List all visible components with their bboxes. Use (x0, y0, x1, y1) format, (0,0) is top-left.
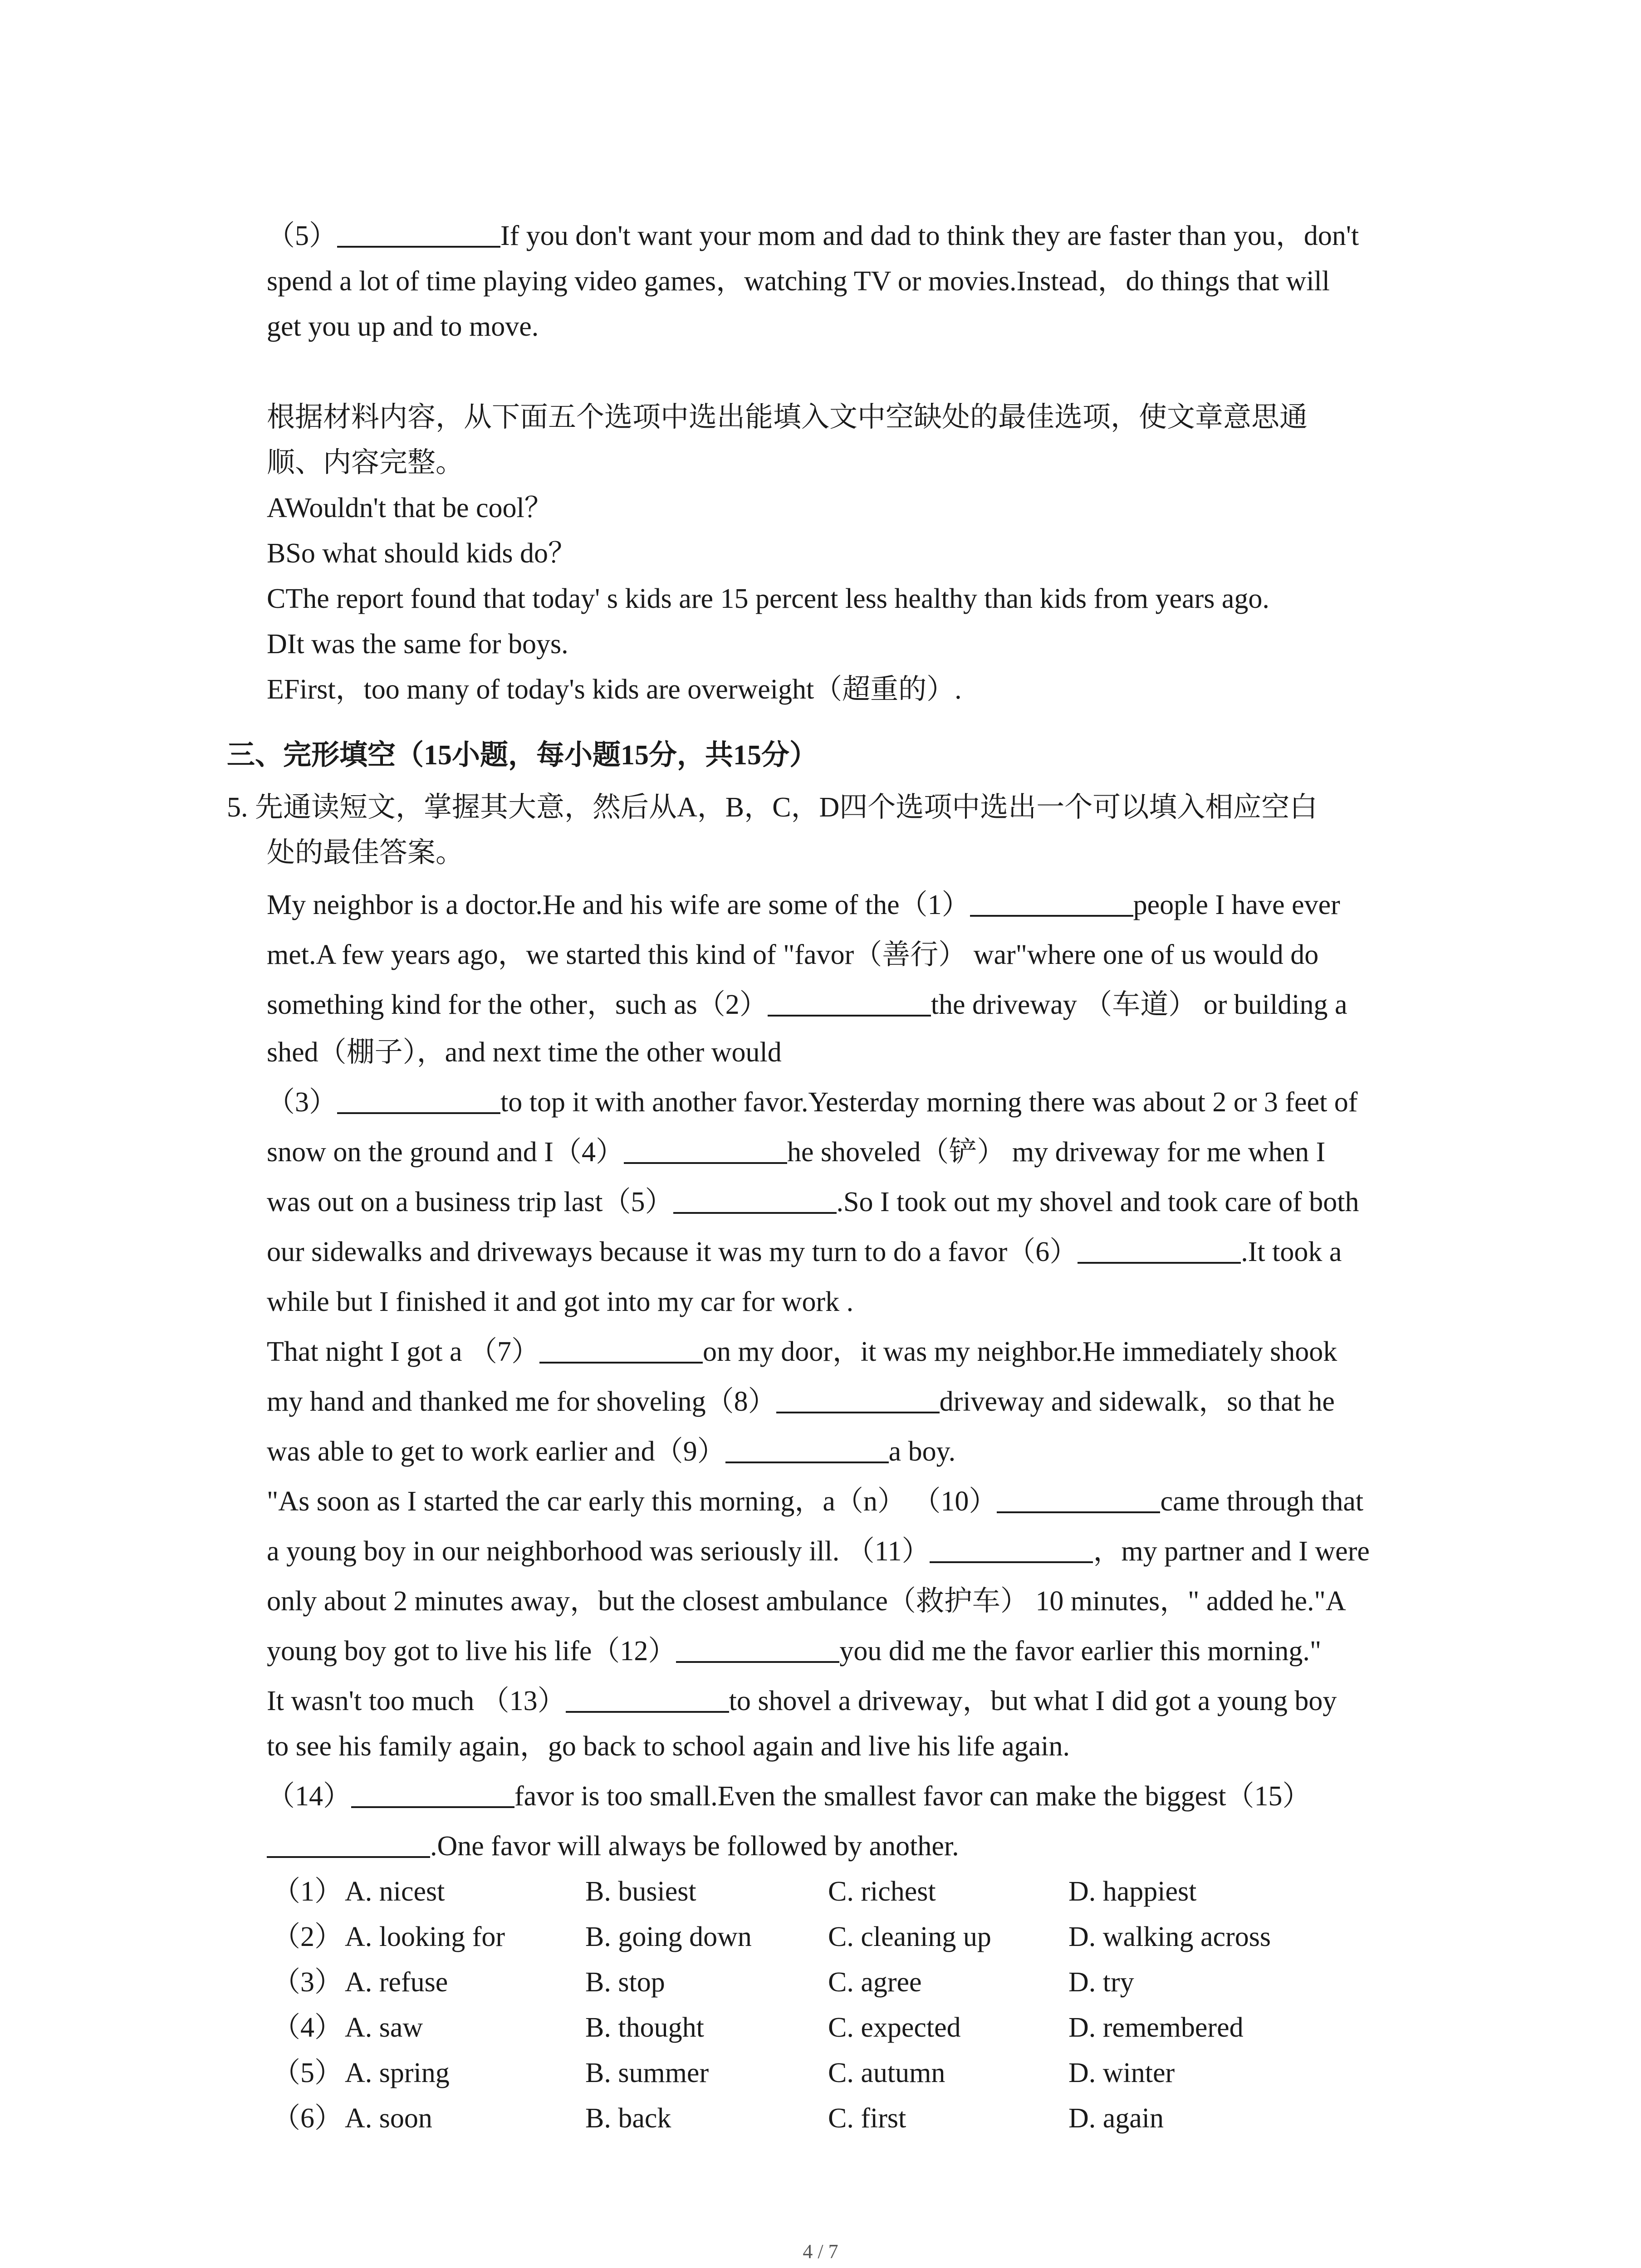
passage-line (267, 1134, 1325, 1170)
passage-line (267, 1383, 1335, 1420)
choice-b: B. back (585, 2103, 671, 2134)
text: on my door，it was my neighbor.He immediately shook (702, 1336, 1337, 1367)
passage-line (267, 1683, 1337, 1719)
choice-c: C. cleaning up (828, 1921, 991, 1952)
choice-c: C. agree (828, 1967, 922, 1998)
text: If you don't want your mom and dad to think they are faster than you，don't (500, 220, 1359, 251)
answer-blank (337, 219, 500, 248)
passage-line (267, 1084, 1357, 1120)
choice-c: C. richest (828, 1876, 936, 1907)
text: .One favor will always be followed by another. (430, 1831, 959, 1862)
passage-line (267, 887, 1340, 923)
answer-blank (539, 1334, 703, 1364)
choice-number: （6） (272, 2103, 343, 2134)
choice-d: D. again (1068, 2103, 1164, 2134)
answer-blank (676, 1634, 839, 1663)
text: It wasn't too much （13） (267, 1686, 566, 1716)
choice-b: B. going down (585, 1921, 752, 1952)
text: "As soon as I started the car early this morning，a（n） （10） (267, 1486, 997, 1517)
option-a: AWouldn't that be cool？ (267, 493, 553, 523)
blank-label: （5） (267, 220, 338, 251)
passage-line (267, 1334, 1337, 1370)
passage-line (267, 1184, 1359, 1220)
instruction-line-2: 顺、内容完整。 (267, 447, 464, 478)
page-number: 4 / 7 (803, 2240, 838, 2263)
text: something kind for the other，such as（2） (267, 989, 768, 1020)
text: my hand and thanked me for shoveling（8） (267, 1386, 776, 1417)
paragraph-5-line-1 (267, 218, 1359, 254)
text: （14） (267, 1781, 352, 1812)
answer-blank (776, 1384, 940, 1413)
answer-blank (624, 1135, 787, 1164)
passage-line: only about 2 minutes away，but the closest ambulance（救护车） 10 minutes，" added he."A (267, 1586, 1346, 1617)
text: snow on the ground and I（4） (267, 1137, 624, 1168)
choice-a: A. looking for (345, 1921, 505, 1952)
choice-number: （3） (272, 1967, 343, 1998)
text: That night I got a （7） (267, 1336, 539, 1367)
paragraph-5-line-2: spend a lot of time playing video games，watching TV or movies.Instead，do things that will (267, 266, 1330, 297)
choice-number: （4） (272, 2012, 343, 2043)
text: .So I took out my shovel and took care of both (836, 1187, 1359, 1217)
text: you did me the favor earlier this morning." (839, 1636, 1322, 1667)
text: .It took a (1241, 1237, 1342, 1267)
text: driveway and sidewalk，so that he (939, 1386, 1335, 1417)
text: young boy got to live his life（12） (267, 1636, 676, 1667)
answer-blank (351, 1779, 514, 1808)
answer-blank (768, 987, 931, 1017)
text: a young boy in our neighborhood was seriously ill. （11） (267, 1536, 930, 1567)
choice-a: A. refuse (345, 1967, 448, 1998)
choice-number: （2） (272, 1921, 343, 1952)
text: 先通读短文，掌握其大意，然后从A，B，C，D四个选项中选出一个可以填入相应空白 (255, 792, 1318, 823)
text: ，my partner and I were (1093, 1536, 1370, 1567)
answer-blank (1078, 1235, 1241, 1264)
option-b: BSo what should kids do？ (267, 538, 577, 569)
passage-line: met.A few years ago，we started this kind of "favor（善行） war"where one of us would do (267, 939, 1319, 970)
option-c: CThe report found that today' s kids are 15 percent less healthy than kids from years ago. (267, 583, 1269, 614)
paragraph-5-line-3: get you up and to move. (267, 311, 539, 342)
choice-b: B. summer (585, 2058, 709, 2088)
instruction-line-1: 根据材料内容，从下面五个选项中选出能填入文中空缺处的最佳选项，使文章意思通 (267, 402, 1308, 433)
text: to top it with another favor.Yesterday morning there was about 2 or 3 feet of (500, 1087, 1358, 1118)
choice-d: D. happiest (1068, 1876, 1197, 1907)
choice-a: A. spring (345, 2058, 450, 2088)
choice-c: C. expected (828, 2012, 961, 2043)
answer-blank (997, 1484, 1160, 1513)
text: came through that (1160, 1486, 1364, 1517)
choice-number: （5） (272, 2058, 343, 2088)
passage-line: to see his family again，go back to school again and live his life again. (267, 1731, 1070, 1762)
choice-a: A. saw (345, 2012, 423, 2043)
passage-line: shed（棚子），and next time the other would (267, 1037, 782, 1068)
text: was out on a business trip last（5） (267, 1187, 673, 1217)
choice-number: （1） (272, 1876, 343, 1907)
passage-line (267, 1828, 959, 1864)
choice-d: D. try (1068, 1967, 1134, 1998)
passage-line (267, 1633, 1321, 1669)
choice-c: C. autumn (828, 2058, 945, 2088)
choice-b: B. thought (585, 2012, 704, 2043)
choice-d: D. remembered (1068, 2012, 1244, 2043)
passage-line (267, 1778, 1311, 1814)
passage-line (267, 1483, 1363, 1520)
text: the driveway （车道） or building a (931, 989, 1347, 1020)
text: was able to get to work earlier and（9） (267, 1436, 725, 1467)
option-d: DIt was the same for boys. (267, 629, 568, 660)
text: he shoveled（铲） my driveway for me when I (787, 1137, 1326, 1168)
passage-line (267, 1234, 1342, 1270)
option-e: EFirst，too many of today's kids are overweight（超重的）. (267, 674, 962, 705)
passage-line: while but I finished it and got into my car for work . (267, 1286, 854, 1317)
section-heading: 三、完形填空（15小题，每小题15分，共15分） (227, 740, 818, 771)
passage-line (267, 1533, 1370, 1569)
question-number: 5. (227, 792, 248, 823)
text: people I have ever (1133, 890, 1340, 920)
answer-blank (566, 1684, 729, 1713)
question-instruction-line-1 (227, 789, 1318, 826)
text: favor is too small.Even the smallest favor can make the biggest（15） (514, 1781, 1311, 1812)
choice-d: D. winter (1068, 2058, 1175, 2088)
choice-d: D. walking across (1068, 1921, 1271, 1952)
answer-blank (267, 1829, 430, 1858)
passage-line (267, 987, 1347, 1023)
choice-c: C. first (828, 2103, 906, 2134)
text: to shovel a driveway，but what I did got a young boy (729, 1686, 1337, 1716)
question-instruction-line-2: 处的最佳答案。 (267, 837, 464, 868)
choice-a: A. nicest (345, 1876, 445, 1907)
passage-line (267, 1433, 955, 1470)
choice-a: A. soon (345, 2103, 432, 2134)
answer-blank (673, 1185, 837, 1214)
text: our sidewalks and driveways because it was my turn to do a favor（6） (267, 1237, 1078, 1267)
text: （3） (267, 1087, 338, 1118)
answer-blank (337, 1085, 500, 1114)
text: My neighbor is a doctor.He and his wife are some of the（1） (267, 890, 970, 920)
answer-blank (930, 1534, 1093, 1563)
text: a boy. (888, 1436, 956, 1467)
answer-blank (725, 1434, 889, 1463)
choice-b: B. busiest (585, 1876, 696, 1907)
answer-blank (970, 888, 1133, 917)
choice-b: B. stop (585, 1967, 665, 1998)
